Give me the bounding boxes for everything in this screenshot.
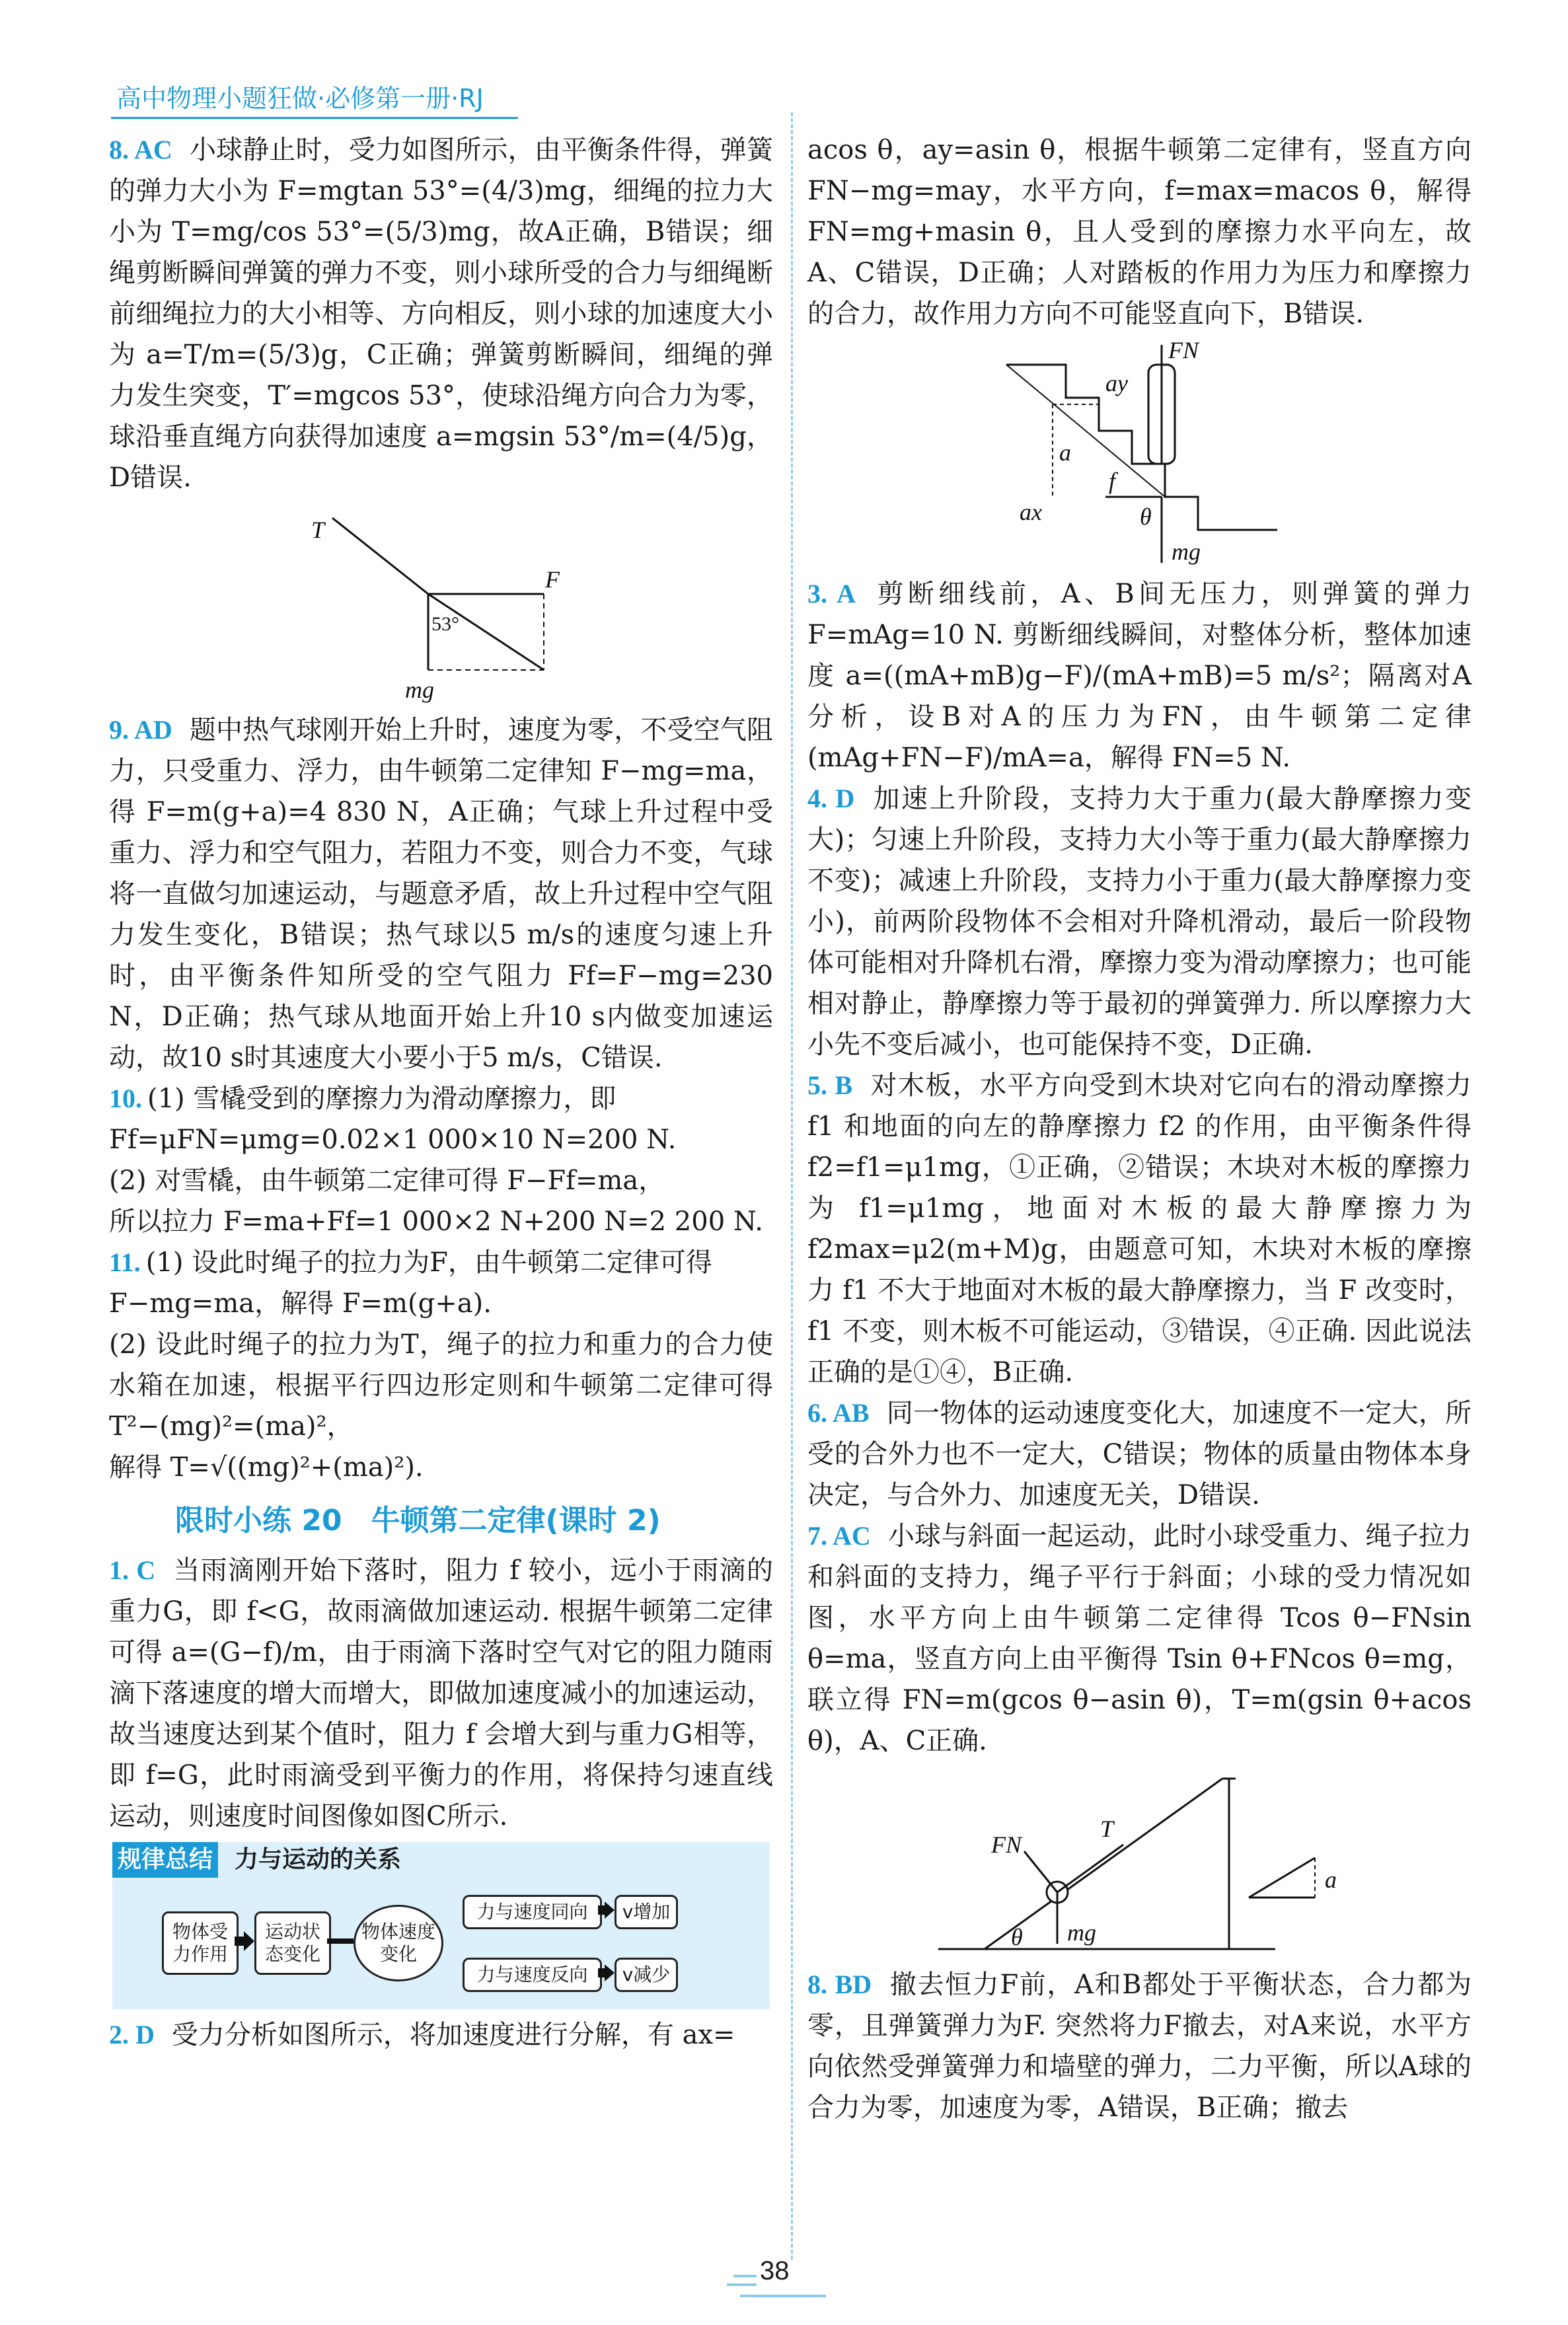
answer-number: 2. D xyxy=(109,2020,155,2049)
flow-box-same-direction: 力与速度同向 xyxy=(463,1895,602,1929)
answer-text: 撤去恒力F前，A和B都处于平衡状态，合力都为零，且弹簧弹力为F. 突然将力F撤去，对A来说，水平方向依然受弹簧弹力和墙壁的弹力，二力平衡，所以A球的合力为零，加速度为零，A错误，B正确；撤去 xyxy=(807,1970,1472,2123)
label-angle: 53° xyxy=(431,613,459,635)
column-divider xyxy=(791,112,793,2260)
left-column xyxy=(109,129,773,2055)
answer-text: 小球静止时，受力如图所示，由平衡条件得，弹簧的弹力大小为 F=mgtan 53°=(4/3)mg，细绳的拉力大小为 T=mg/cos 53°=(5/3)mg，故A正确，B错误；细绳剪断瞬间弹簧的弹力不变，则小球所受的合力与细绳断前细绳拉力的大小相等、方向相反，则小球的加速度大小为 a=T/m=(5/3)g，C正确；弹簧剪断瞬间，细绳的弹力发生突变，T′=mgcos 53°，使球沿绳方向合力为零，球沿垂直绳方向获得加速度 a=mgsin 53°/m=(4/5)g，D错误. xyxy=(109,135,773,493)
answer-line: 解得 T=√((mg)²+(ma)²). xyxy=(109,1452,424,1483)
label-mg: mg xyxy=(405,677,434,703)
label-FN: FN xyxy=(1168,337,1199,363)
flow-box-velocity-decrease: v减少 xyxy=(615,1958,678,1992)
answer-number: 1. C xyxy=(109,1555,156,1585)
answer-text: 同一物体的运动速度变化大，加速度不一定大，所受的合外力也不一定大，C错误；物体的质量由物体本身决定，与合外力、加速度无关，D错误. xyxy=(807,1398,1472,1510)
flow-box-velocity-increase: v增加 xyxy=(615,1895,678,1929)
answer-7 xyxy=(807,1516,1472,1761)
section-title: 限时小练 20 牛顿第二定律(课时 2) xyxy=(175,1504,661,1537)
flow-box-motion-change: 运动状态变化 xyxy=(254,1911,331,1975)
label-a: a xyxy=(1325,1866,1337,1893)
flow-box-force: 物体受力作用 xyxy=(162,1911,239,1975)
answer-line: (1) 设此时绳子的拉力为F，由牛顿第二定律可得 xyxy=(145,1247,712,1278)
page-number: 38 xyxy=(760,2256,790,2285)
answer-line: (1) 雪橇受到的摩擦力为滑动摩擦力，即 xyxy=(147,1084,616,1114)
label-ax: ax xyxy=(1020,499,1042,525)
answer-6 xyxy=(807,1393,1472,1516)
answer-number: 6. AB xyxy=(807,1398,870,1428)
answer-text: 题中热气球刚开始上升时，速度为零，不受空气阻力，只受重力、浮力，由牛顿第二定律知 F−mg=ma，得 F=m(g+a)=4 830 N，A正确；气球上升过程中受重力、浮力和空气阻力，若阻力不变，则合力不变，气球将一直做匀加速运动，与题意矛盾，故上升过程中空气阻力发生变化，B错误；热气球以5 m/s的速度匀速上升时，由平衡条件知所受的空气阻力 Ff=F−mg=230 N，D正确；热气球从地面开始上升10 s内做变加速运动，故10 s时其速度大小要小于5 m/s，C错误. xyxy=(109,715,773,1073)
answer-3 xyxy=(807,573,1472,778)
answer-line: F−mg=ma，解得 F=m(g+a). xyxy=(109,1288,492,1319)
answer-text: 剪断细线前，A、B间无压力，则弹簧的弹力 F=mAg=10 N. 剪断细线瞬间，对整体分析，整体加速度 a=((mA+mB)g−F)/(mA+mB)=5 m/s²；隔离对A分析，设B对A的压力为FN，由牛顿第二定律 (mAg+FN−F)/mA=a，解得 FN=5 N. xyxy=(807,579,1472,773)
summary-box xyxy=(112,1842,770,2009)
flow-box-opposite-direction: 力与速度反向 xyxy=(463,1958,602,1992)
answer-4 xyxy=(807,778,1472,1065)
answer-number: 5. B xyxy=(807,1070,853,1100)
answer-9 xyxy=(109,710,773,1078)
label-T: T xyxy=(1100,1816,1114,1842)
label-f: f xyxy=(1109,468,1116,494)
answer-number: 10. xyxy=(109,1084,142,1113)
answer-8 xyxy=(109,129,773,498)
answer-text: 小球与斜面一起运动，此时小球受重力、绳子拉力和斜面的支持力，绳子平行于斜面；小球的受力情况如图，水平方向上由牛顿第二定律得 Tcos θ−FNsin θ=ma，竖直方向上由平衡得 Tsin θ+FNcos θ=mg，联立得 FN=m(gcos θ−asin θ)，T=m(gsin θ+acos θ)，A、C正确. xyxy=(807,1521,1472,1756)
force-diagram-ball xyxy=(306,505,560,703)
flow-circle-velocity-change: 物体速度变化 xyxy=(354,1905,443,1981)
label-mg: mg xyxy=(1172,538,1201,565)
summary-title: 力与运动的关系 xyxy=(235,1846,402,1873)
answer-2 xyxy=(109,2014,773,2055)
summary-tag: 规律总结 xyxy=(112,1842,218,1878)
label-a: a xyxy=(1059,439,1071,466)
answer-number: 9. AD xyxy=(109,715,172,745)
answer-line: (2) 设此时绳子的拉力为T，绳子的拉力和重力的合力使水箱在加速，根据平行四边形定则和牛顿第二定律可得 T²−(mg)²=(ma)²， xyxy=(109,1329,773,1442)
answer-5 xyxy=(807,1065,1472,1393)
answer-number: 3. A xyxy=(807,579,856,609)
answer-number: 8. AC xyxy=(109,135,172,165)
answer-text: 对木板，水平方向受到木块对它向右的滑动摩擦力 f1 和地面的向左的静摩擦力 f2 的作用，由平衡条件得 f2=f1=μ1mg，①正确，②错误；木块对木板的摩擦力为 f1=μ1mg，地面对木板的最大静摩擦力为 f2max=μ2(m+M)g，由题意可知，木块对木板的摩擦力 f1 不大于地面对木板的最大静摩擦力，当 F 改变时，f1 不变，则木板不可能运动，③错误，④正确. 因此说法正确的是①④，B正确. xyxy=(807,1070,1472,1387)
label-theta: θ xyxy=(1011,1924,1023,1950)
label-theta: θ xyxy=(1140,503,1152,530)
answer-2-continued xyxy=(807,129,1472,334)
answer-text: 当雨滴刚开始下落时，阻力 f 较小，远小于雨滴的重力G，即 f<G，故雨滴做加速运动. 根据牛顿第二定律可得 a=(G−f)/m，由于雨滴下落时空气对它的阻力随雨滴下落速度的增大而增大，即做加速度减小的加速运动，故当速度达到某个值时，阻力 f 会增大到与重力G相等，即 f=G，此时雨滴受到平衡力的作用，将保持匀速直线运动，则速度时间图像如图C所示. xyxy=(109,1555,774,1831)
answer-number: 8. BD xyxy=(807,1970,872,1999)
answer-text: 受力分析如图所示，将加速度进行分解，有 ax= xyxy=(171,2020,735,2050)
arrow-icon xyxy=(598,1901,615,1984)
answer-line: Ff=μFN=μmg=0.02×1 000×10 N=200 N. xyxy=(109,1125,677,1155)
label-T: T xyxy=(311,517,325,543)
answer-line: (2) 对雪橇，由牛顿第二定律可得 F−Ff=ma， xyxy=(109,1165,665,1196)
label-FN: FN xyxy=(991,1831,1022,1858)
answer-text: 加速上升阶段，支持力大于重力(最大静摩擦力变大)；匀速上升阶段，支持力大小等于重力(最大静摩擦力不变)；减速上升阶段，支持力小于重力(最大静摩擦力变小)，前两阶段物体不会相对升降机滑动，最后一阶段物体可能相对升降机右滑，摩擦力变为滑动摩擦力；也可能相对静止，静摩擦力等于最初的弹簧弹力. 所以摩擦力大小先不变后减小，也可能保持不变，D正确. xyxy=(807,784,1472,1060)
label-F: F xyxy=(545,566,560,593)
connector-line xyxy=(327,1938,354,1944)
answer-number: 11. xyxy=(109,1247,141,1277)
answer-number: 4. D xyxy=(807,784,855,813)
answer-1 xyxy=(109,1550,773,1837)
right-column xyxy=(807,129,1472,2128)
force-diagram-escalator xyxy=(993,338,1290,570)
answer-11 xyxy=(109,1242,773,1488)
tension-line xyxy=(332,518,428,594)
answer-10 xyxy=(109,1078,773,1242)
label-mg: mg xyxy=(1067,1919,1096,1946)
answer-8-right xyxy=(807,1964,1472,2128)
force-diagram-incline xyxy=(925,1765,1361,1960)
answer-text: acos θ，ay=asin θ，根据牛顿第二定律有，竖直方向 FN−mg=may，水平方向，f=max=macos θ，解得 FN=mg+masin θ，且人受到的摩擦力水平向左，故A、C错误，D正确；人对踏板的作用力为压力和摩擦力的合力，故作用力方向不可能竖直向下，B错误. xyxy=(807,135,1472,329)
running-header: 高中物理小题狂做·必修第一册·RJ xyxy=(111,78,518,119)
arrow-icon xyxy=(235,1931,254,1951)
answer-number: 7. AC xyxy=(807,1521,871,1551)
label-ay: ay xyxy=(1105,370,1128,396)
answer-line: 所以拉力 F=ma+Ff=1 000×2 N+200 N=2 200 N. xyxy=(109,1206,764,1237)
